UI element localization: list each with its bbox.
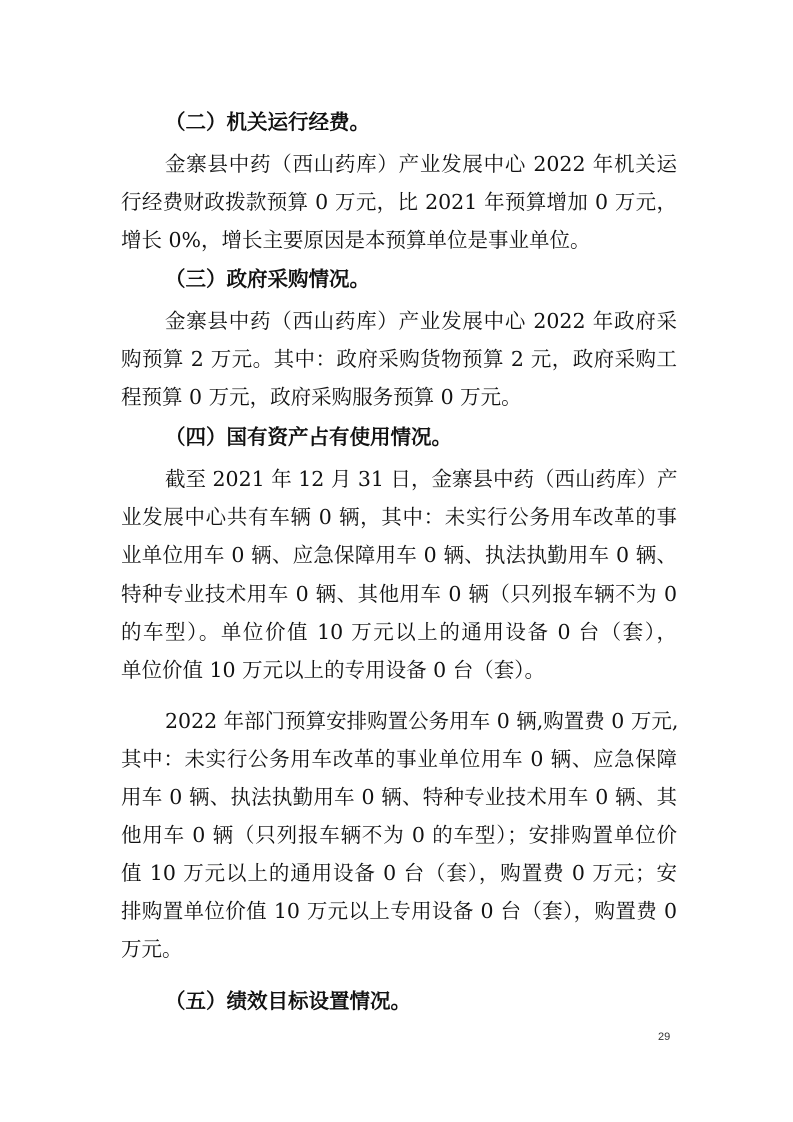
paragraph-line: 截至 2021 年 12 月 31 日，金寨县中药（西山药库）产 xyxy=(165,467,678,491)
paragraph-line: 业发展中心共有车辆 0 辆，其中：未实行公务用车改革的事 xyxy=(121,505,677,529)
paragraph-line: 金寨县中药（西山药库）产业发展中心 2022 年机关运 xyxy=(165,152,677,176)
paragraph-line: 业单位用车 0 辆、应急保障用车 0 辆、执法执勤用车 0 辆、 xyxy=(121,543,677,567)
page-number: 29 xyxy=(658,1031,671,1043)
section-heading-5: （五）绩效目标设置情况。 xyxy=(165,989,411,1013)
paragraph-line: 行经费财政拨款预算 0 万元，比 2021 年预算增加 0 万元， xyxy=(121,190,677,214)
paragraph-line: 金寨县中药（西山药库）产业发展中心 2022 年政府采 xyxy=(165,309,677,333)
paragraph-line: 增长 0%，增长主要原因是本预算单位是事业单位。 xyxy=(121,228,591,252)
paragraph-line: 值 10 万元以上的通用设备 0 台（套），购置费 0 万元；安 xyxy=(121,861,677,885)
paragraph-line: 排购置单位价值 10 万元以上专用设备 0 台（套），购置费 0 xyxy=(121,899,677,923)
section-heading-3: （三）政府采购情况。 xyxy=(165,267,370,291)
paragraph-line: 单位价值 10 万元以上的专用设备 0 台（套）。 xyxy=(121,658,545,682)
section-heading-4: （四）国有资产占有使用情况。 xyxy=(165,425,452,449)
section-heading-2: （二）机关运行经费。 xyxy=(165,110,370,134)
paragraph-line: 2022 年部门预算安排购置公务用车 0 辆,购置费 0 万元, xyxy=(165,709,679,733)
paragraph-line: 其中：未实行公务用车改革的事业单位用车 0 辆、应急保障 xyxy=(121,747,677,771)
paragraph-line: 程预算 0 万元，政府采购服务预算 0 万元。 xyxy=(121,385,522,409)
paragraph-line: 他用车 0 辆（只列报车辆不为 0 的车型）；安排购置单位价 xyxy=(121,823,677,847)
paragraph-line: 特种专业技术用车 0 辆、其他用车 0 辆（只列报车辆不为 0 xyxy=(121,582,677,606)
paragraph-line: 用车 0 辆、执法执勤用车 0 辆、特种专业技术用车 0 辆、其 xyxy=(121,785,677,809)
paragraph-line: 的车型）。单位价值 10 万元以上的通用设备 0 台（套）， xyxy=(121,620,677,644)
paragraph-line: 万元。 xyxy=(121,937,183,961)
paragraph-line: 购预算 2 万元。其中：政府采购货物预算 2 元，政府采购工 xyxy=(121,347,677,371)
